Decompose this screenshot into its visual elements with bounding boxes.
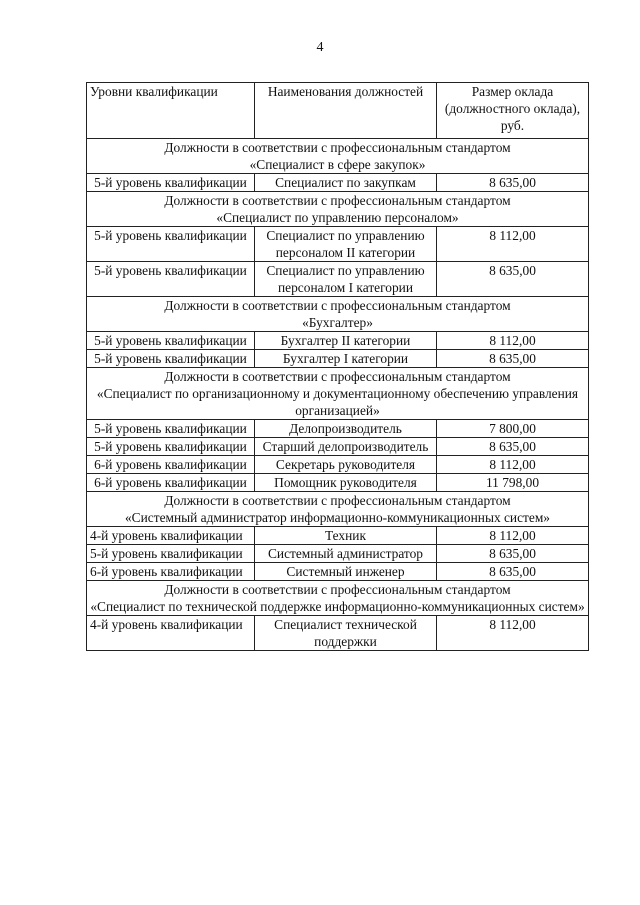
salary-cell: 8 112,00 <box>437 616 589 651</box>
salary-cell: 7 800,00 <box>437 420 589 438</box>
position-name-cell: Специалист по управлению персоналом II категории <box>255 227 437 262</box>
section-title-row <box>87 139 589 174</box>
section-title-line1: Должности в соответствии с профессиональным стандартом <box>164 140 511 155</box>
section-title-row <box>87 492 589 527</box>
qualification-level-cell: 6-й уровень квалификации <box>87 456 255 474</box>
qualification-level-cell: 5-й уровень квалификации <box>87 545 255 563</box>
salary-cell: 8 635,00 <box>437 563 589 581</box>
position-name-cell: Системный администратор <box>255 545 437 563</box>
qualification-level-cell: 5-й уровень квалификации <box>87 420 255 438</box>
position-name-cell: Специалист по управлению персоналом I категории <box>255 262 437 297</box>
section-title-row <box>87 581 589 616</box>
table-header-row <box>87 83 589 139</box>
qualification-level-cell: 5-й уровень квалификации <box>87 262 255 297</box>
salary-cell: 8 112,00 <box>437 456 589 474</box>
table-row <box>87 174 589 192</box>
section-title-line2: «Системный администратор информационно-коммуникационных систем» <box>124 510 550 525</box>
section-title <box>87 139 589 174</box>
salary-cell: 8 635,00 <box>437 174 589 192</box>
position-name-cell: Бухгалтер II категории <box>255 332 437 350</box>
salary-cell: 8 635,00 <box>437 545 589 563</box>
table-row <box>87 438 589 456</box>
section-title-row <box>87 192 589 227</box>
section-title <box>87 581 589 616</box>
qualification-level-cell: 6-й уровень квалификации <box>87 474 255 492</box>
section-title-line2: «Специалист по организационному и документационному обеспечению управления организацией» <box>96 386 579 418</box>
qualification-level-cell: 5-й уровень квалификации <box>87 350 255 368</box>
salary-cell: 11 798,00 <box>437 474 589 492</box>
position-name-cell: Помощник руководителя <box>255 474 437 492</box>
salary-cell: 8 635,00 <box>437 262 589 297</box>
section-title <box>87 492 589 527</box>
position-name-cell: Системный инженер <box>255 563 437 581</box>
position-name-cell: Специалист технической поддержки <box>255 616 437 651</box>
qualification-level-cell: 5-й уровень квалификации <box>87 227 255 262</box>
qualification-level-cell: 5-й уровень квалификации <box>87 332 255 350</box>
section-title-line1: Должности в соответствии с профессиональным стандартом <box>164 582 511 597</box>
section-title <box>87 297 589 332</box>
table-row <box>87 350 589 368</box>
position-name-cell: Секретарь руководителя <box>255 456 437 474</box>
table-row <box>87 420 589 438</box>
qualification-level-cell: 5-й уровень квалификации <box>87 174 255 192</box>
position-name-cell: Старший делопроизводитель <box>255 438 437 456</box>
header-level: Уровни квалификации <box>87 83 255 139</box>
table-row <box>87 545 589 563</box>
qualification-level-cell: 6-й уровень квалификации <box>87 563 255 581</box>
section-title <box>87 192 589 227</box>
section-title-line2: «Специалист в сфере закупок» <box>249 157 426 172</box>
section-title-line1: Должности в соответствии с профессиональным стандартом <box>164 193 511 208</box>
table-row <box>87 616 589 651</box>
section-title-line1: Должности в соответствии с профессиональным стандартом <box>164 298 511 313</box>
qualification-level-cell: 4-й уровень квалификации <box>87 616 255 651</box>
table-row <box>87 262 589 297</box>
salary-table <box>86 82 589 651</box>
table-row <box>87 332 589 350</box>
table-row <box>87 456 589 474</box>
section-title-row <box>87 297 589 332</box>
position-name-cell: Специалист по закупкам <box>255 174 437 192</box>
table-row <box>87 527 589 545</box>
qualification-level-cell: 5-й уровень квалификации <box>87 438 255 456</box>
section-title-line2: «Бухгалтер» <box>302 315 373 330</box>
page-number: 4 <box>316 40 324 55</box>
header-position: Наименования должностей <box>255 83 437 139</box>
section-title-line2: «Специалист по технической поддержке информационно-коммуникационных систем» <box>90 599 585 614</box>
salary-cell: 8 635,00 <box>437 350 589 368</box>
table-row <box>87 563 589 581</box>
header-salary: Размер оклада (должностного оклада), руб. <box>437 83 589 139</box>
section-title <box>87 368 589 420</box>
section-title-row <box>87 368 589 420</box>
salary-cell: 8 112,00 <box>437 227 589 262</box>
section-title-line1: Должности в соответствии с профессиональным стандартом <box>164 493 511 508</box>
position-name-cell: Техник <box>255 527 437 545</box>
section-title-line2: «Специалист по управлению персоналом» <box>216 210 459 225</box>
salary-cell: 8 635,00 <box>437 438 589 456</box>
table-row <box>87 474 589 492</box>
salary-cell: 8 112,00 <box>437 527 589 545</box>
table-row <box>87 227 589 262</box>
salary-cell: 8 112,00 <box>437 332 589 350</box>
position-name-cell: Бухгалтер I категории <box>255 350 437 368</box>
qualification-level-cell: 4-й уровень квалификации <box>87 527 255 545</box>
section-title-line1: Должности в соответствии с профессиональным стандартом <box>164 369 511 384</box>
position-name-cell: Делопроизводитель <box>255 420 437 438</box>
